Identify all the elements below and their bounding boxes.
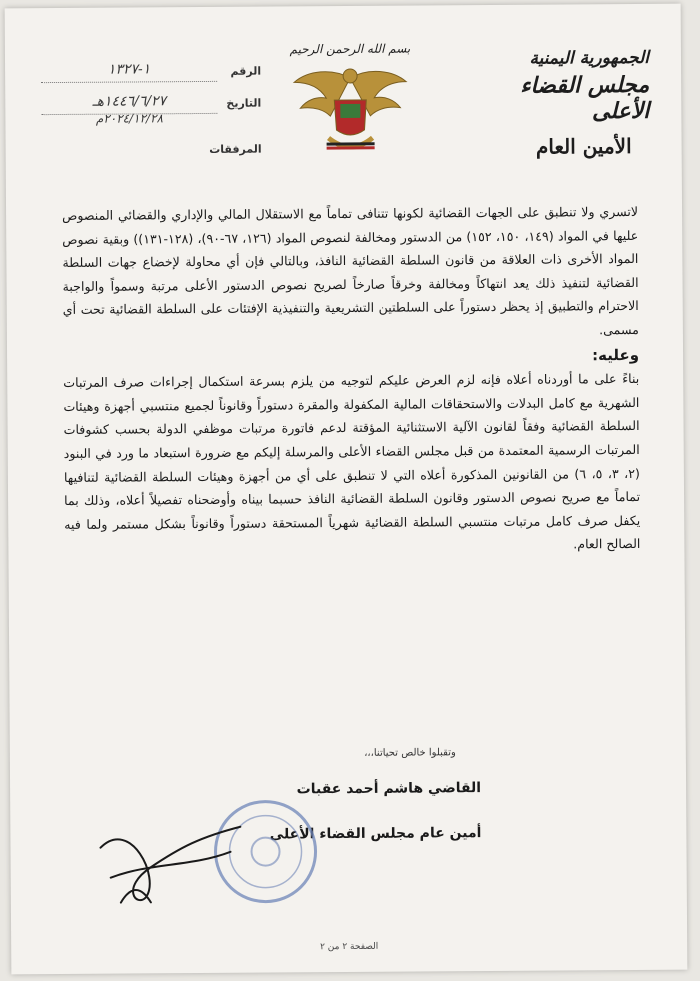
signatory-title: أمين عام مجلس القضاء الأعلى [269, 825, 482, 843]
reference-number-row [41, 61, 261, 89]
attachments-label: المرفقات [209, 142, 262, 156]
bismillah: بسم الله الرحمن الرحيم [289, 41, 411, 57]
body-paragraph: لاتسري ولا تنطبق على الجهات القضائية لكونها تتنافى تماماً مع الاستقلال المالي والإداري والقضائي المنصوص عليها في المواد (١٤٩، ١٥٠، ١٥٢) من الدستور ومخالفة لنصوص المواد (١٢٦، ٦٧-٩٠)، (١٢٨-١٣١)) وبقية نصوص المواد الأخرى ذات العلاقة من قانون السلطة القضائية النافذ، وبالتالي فإن أي محاولة لإخضاع جهات السلطة القضائية لتنفيذ ذلك يعد انتهاكاً ومخالفة وخرقاً صارخاً لصريح نصوص الدستور الأعلى مرتبة وسمواً والواجبة الاحترام والتطبيق إذ يحظر دستوراً على السلطتين التشريعية والتنفيذية الإفتئات على السلطة القضائية تحت أي مسمى. [62, 203, 639, 338]
date-hijri-value: ١٤٤٦/٦/٢٧هـ [41, 93, 217, 115]
attachments-row [42, 139, 262, 167]
document-page [5, 4, 688, 975]
authority-country: الجمهورية اليمنية [529, 47, 650, 69]
yemen-eagle-emblem-icon [290, 60, 411, 169]
page-number: الصفحة ٢ من ٢ [320, 941, 379, 953]
letterhead-center [275, 41, 426, 168]
authority-office: الأمين العام [535, 133, 632, 159]
signatory-name: القاضي هاشم أحمد عقبات [296, 780, 482, 798]
handwritten-signature-icon [90, 807, 251, 918]
date-gregorian-value: ٢٠٢٤/١٢/٢٨م [95, 111, 164, 126]
authority-council: مجلس القضاء الأعلى [520, 71, 650, 125]
issuing-authority [469, 48, 650, 159]
date-label: التاريخ [226, 96, 262, 110]
letter-body [62, 200, 640, 560]
date-row [41, 93, 261, 135]
closing-regards: وتقبلوا خالص تحياتنا،،، [364, 747, 456, 759]
reference-number-label: الرقم [230, 64, 262, 78]
reference-block [41, 61, 262, 173]
reference-number-value: ١-١٣٢٧ [41, 61, 217, 83]
section-heading: وعليه: [592, 345, 640, 364]
body-paragraph: بناءً على ما أوردناه أعلاه فإنه لزم العرض عليكم لتوجيه من يلزم بسرعة استكمال إجراءات صرف المرتبات الشهرية مع كامل البدلات والاستحقاقات المالية المكفولة والمقرة دستوراً وقانوناً لجميع منتسبي أجهزة وهيئات السلطة القضائية وفقاً لقانون الآلية الاستثنائية المؤقتة لدعم فاتورة مرتبات موظفي الدولة بحسب كشوفات المرتبات الرسمية المعتمدة من قبل مجلس القضاء الأعلى والمرسلة إليكم مع ضرورة استبعاد ما ورد في البنود (٢، ٣، ٥، ٦) من القانونين المذكورة أعلاه التي لا تنطبق على أي من أجهزة وهيئات السلطة القضائية لتنافيها تماماً مع صريح نصوص الدستور وقانون السلطة القضائية النافذ حسبما بيناه وأوضحناه تفصيلاً أعلاه، وذلك بما يكفل صرف كامل مرتبات منتسبي السلطة القضائية شهرياً المستحقة دستوراً وقانوناً بشكل مستمر ولما فيه الصالح العام. [63, 371, 641, 552]
